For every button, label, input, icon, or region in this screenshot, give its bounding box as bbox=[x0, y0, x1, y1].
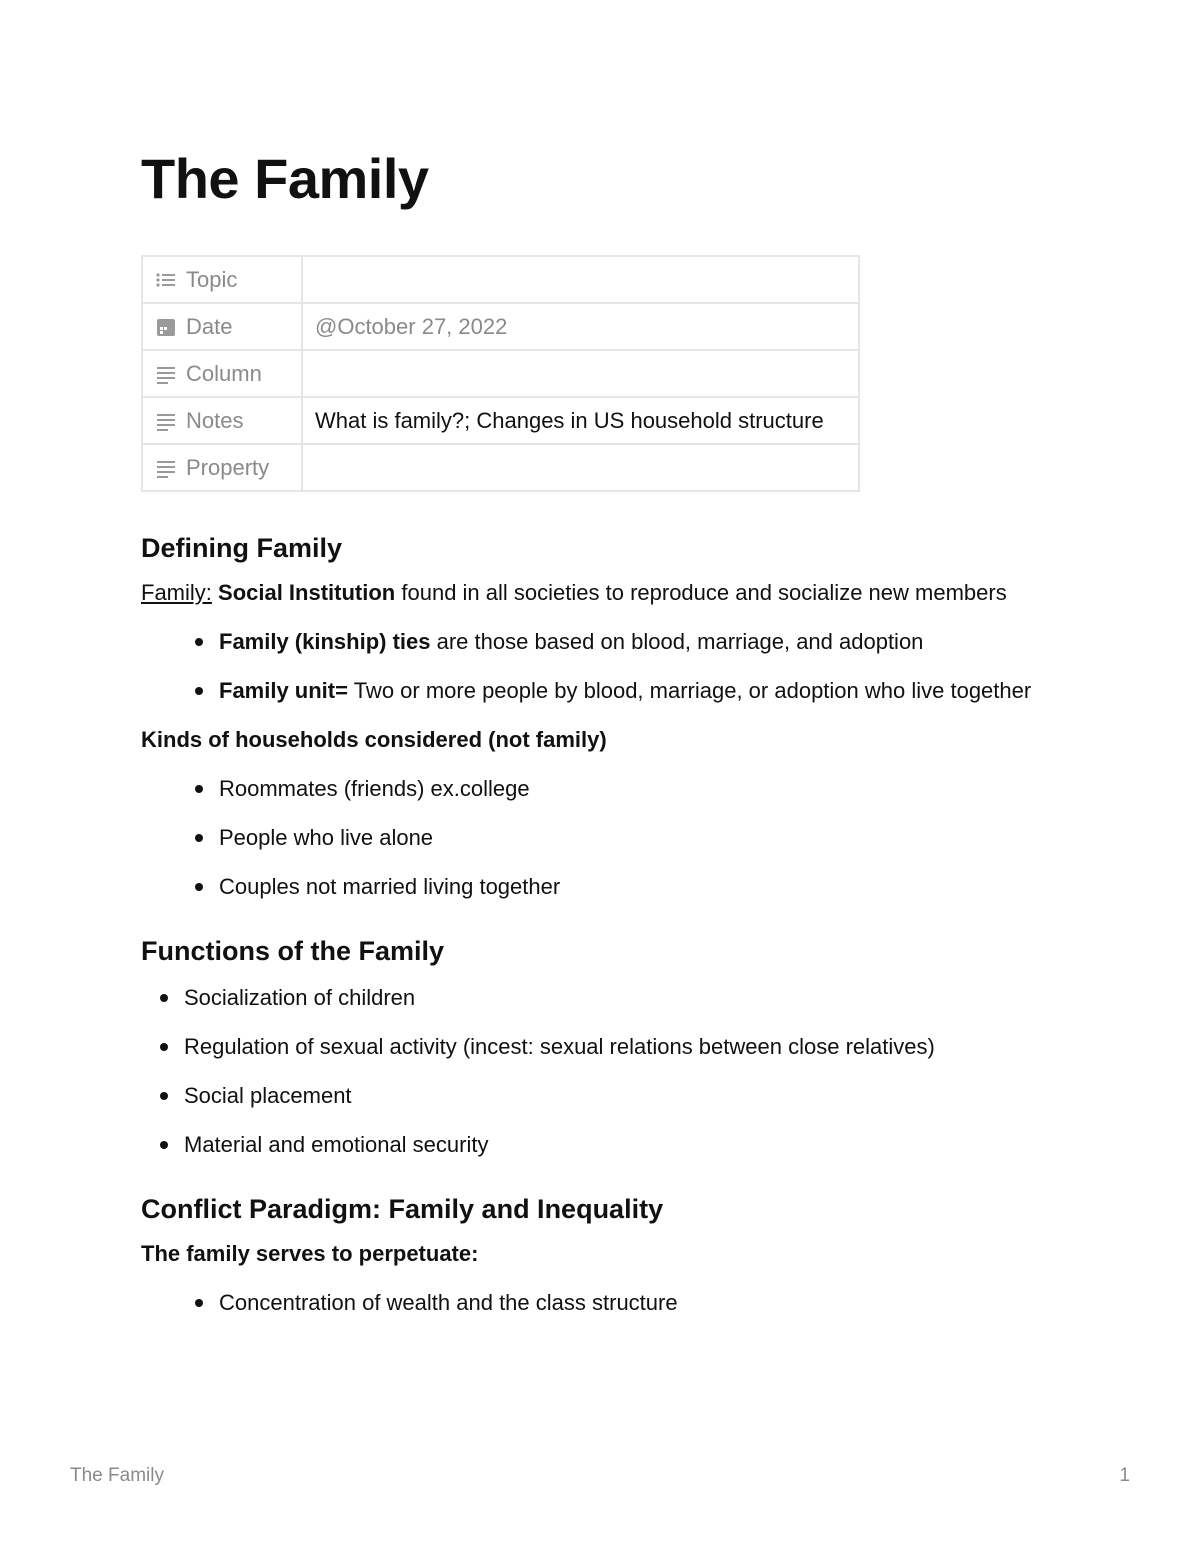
page-title: The Family bbox=[141, 147, 429, 210]
definition-text: found in all societies to reproduce and socialize new members bbox=[401, 580, 1007, 605]
list-item: Material and emotional security bbox=[184, 1127, 1041, 1162]
list-item: Family unit= Two or more people by blood, marriage, or adoption who live together bbox=[219, 673, 1041, 708]
list-item: Social placement bbox=[184, 1078, 1041, 1113]
property-key: Topic bbox=[186, 266, 238, 292]
subheading: The family serves to perpetuate: bbox=[141, 1241, 479, 1266]
document-body bbox=[141, 530, 1041, 1320]
list-item: Roommates (friends) ex.college bbox=[219, 771, 1041, 806]
list-item: Socialization of children bbox=[184, 980, 1041, 1015]
property-row-date bbox=[142, 303, 859, 350]
property-value[interactable]: @October 27, 2022 bbox=[302, 303, 859, 350]
footer-title: The Family bbox=[70, 1465, 164, 1486]
property-key: Column bbox=[186, 360, 262, 386]
conflict-list bbox=[141, 1285, 1041, 1320]
text-lines-icon bbox=[155, 457, 177, 479]
property-row-notes bbox=[142, 397, 859, 444]
section-heading: Functions of the Family bbox=[141, 936, 445, 966]
list-item: Concentration of wealth and the class structure bbox=[219, 1285, 1041, 1320]
property-row-topic bbox=[142, 256, 859, 303]
definition-term: Family: bbox=[141, 580, 212, 605]
section-heading: Conflict Paradigm: Family and Inequality bbox=[141, 1194, 664, 1224]
definition-list bbox=[141, 624, 1041, 708]
text-lines-icon bbox=[155, 363, 177, 385]
property-value[interactable] bbox=[302, 444, 859, 491]
property-row-column bbox=[142, 350, 859, 397]
definition-bold: Social Institution bbox=[218, 580, 396, 605]
property-key: Notes bbox=[186, 407, 244, 433]
property-value[interactable] bbox=[302, 350, 859, 397]
list-icon bbox=[155, 269, 177, 291]
text-lines-icon bbox=[155, 410, 177, 432]
list-item: Couples not married living together bbox=[219, 869, 1041, 904]
page-number: 1 bbox=[1119, 1465, 1130, 1486]
list-item: People who live alone bbox=[219, 820, 1041, 855]
functions-list bbox=[141, 980, 1041, 1162]
section-heading: Defining Family bbox=[141, 533, 343, 563]
property-key: Date bbox=[186, 313, 233, 339]
calendar-icon bbox=[155, 316, 177, 338]
definition-paragraph bbox=[141, 575, 1041, 610]
subheading: Kinds of households considered (not family) bbox=[141, 727, 607, 752]
property-row-property bbox=[142, 444, 859, 491]
property-key: Property bbox=[186, 454, 270, 480]
properties-table bbox=[141, 255, 860, 492]
property-value[interactable]: What is family?; Changes in US household structure bbox=[302, 397, 859, 444]
property-value[interactable] bbox=[302, 256, 859, 303]
list-item: Regulation of sexual activity (incest: sexual relations between close relatives) bbox=[184, 1029, 1041, 1064]
households-list bbox=[141, 771, 1041, 904]
list-item: Family (kinship) ties are those based on blood, marriage, and adoption bbox=[219, 624, 1041, 659]
